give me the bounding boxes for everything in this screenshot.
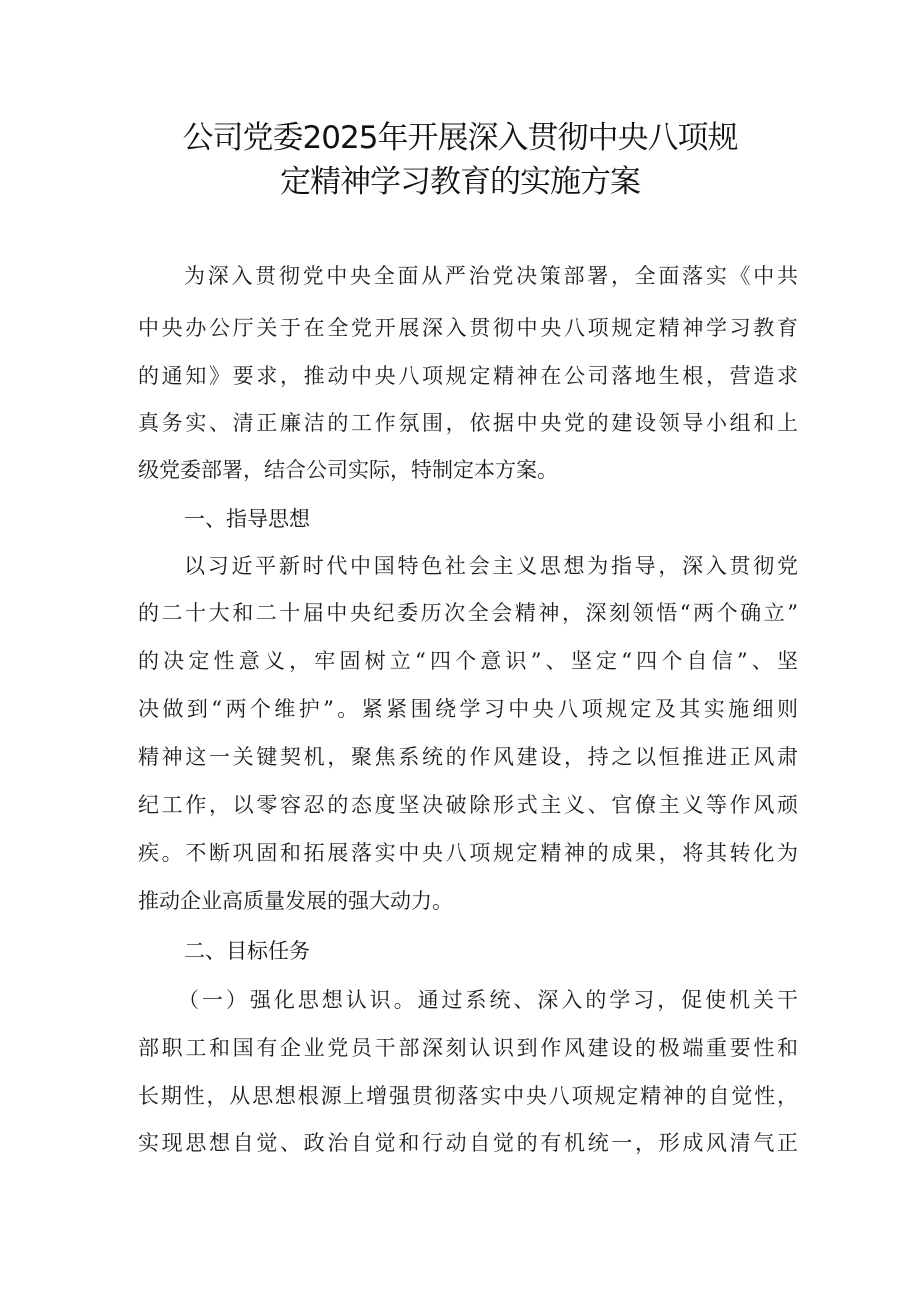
- section1-line-3: 的决定性意义，牢固树立“四个意识”、坚定“四个自信”、坚: [138, 649, 798, 673]
- section2-line-2: 部职工和国有企业党员干部深刻认识到作风建设的极端重要性和: [138, 1036, 798, 1060]
- section1-line-5: 精神这一关键契机，聚焦系统的作风建设，持之以恒推进正风肃: [138, 745, 798, 769]
- section1-line-4: 决做到“两个维护”。紧紧围绕学习中央八项规定及其实施细则: [138, 697, 798, 721]
- document-title-line-2: 定精神学习教育的实施方案: [280, 164, 640, 200]
- intro-line-5: 级党委部署，结合公司实际，特制定本方案。: [138, 458, 558, 482]
- section1-line-6: 纪工作，以零容忍的态度坚决破除形式主义、官僚主义等作风顽: [138, 793, 798, 817]
- section-heading-guiding-ideology: 一、指导思想: [184, 507, 310, 531]
- section1-line-1: 以习近平新时代中国特色社会主义思想为指导，深入贯彻党: [184, 554, 798, 578]
- intro-line-2: 中央办公厅关于在全党开展深入贯彻中央八项规定精神学习教育: [138, 316, 798, 340]
- section2-line-1: （一）强化思想认识。通过系统、深入的学习，促使机关干: [178, 988, 798, 1012]
- section1-line-8: 推动企业高质量发展的强大动力。: [138, 889, 453, 913]
- intro-line-1: 为深入贯彻党中央全面从严治党决策部署，全面落实《中共: [184, 264, 798, 288]
- section2-line-4: 实现思想自觉、政治自觉和行动自觉的有机统一，形成风清气正: [138, 1131, 798, 1155]
- section1-line-7: 疾。不断巩固和拓展落实中央八项规定精神的成果，将其转化为: [138, 841, 798, 865]
- section-heading-goals-tasks: 二、目标任务: [184, 939, 310, 963]
- section1-line-2: 的二十大和二十届中央纪委历次全会精神，深刻领悟“两个确立”: [138, 601, 798, 625]
- intro-line-3: 的通知》要求，推动中央八项规定精神在公司落地生根，营造求: [138, 364, 798, 388]
- intro-line-4: 真务实、清正廉洁的工作氛围，依据中央党的建设领导小组和上: [138, 411, 798, 435]
- section2-line-3: 长期性，从思想根源上增强贯彻落实中央八项规定精神的自觉性，: [138, 1084, 798, 1108]
- document-title-line-1: 公司党委2025年开展深入贯彻中央八项规: [182, 120, 738, 156]
